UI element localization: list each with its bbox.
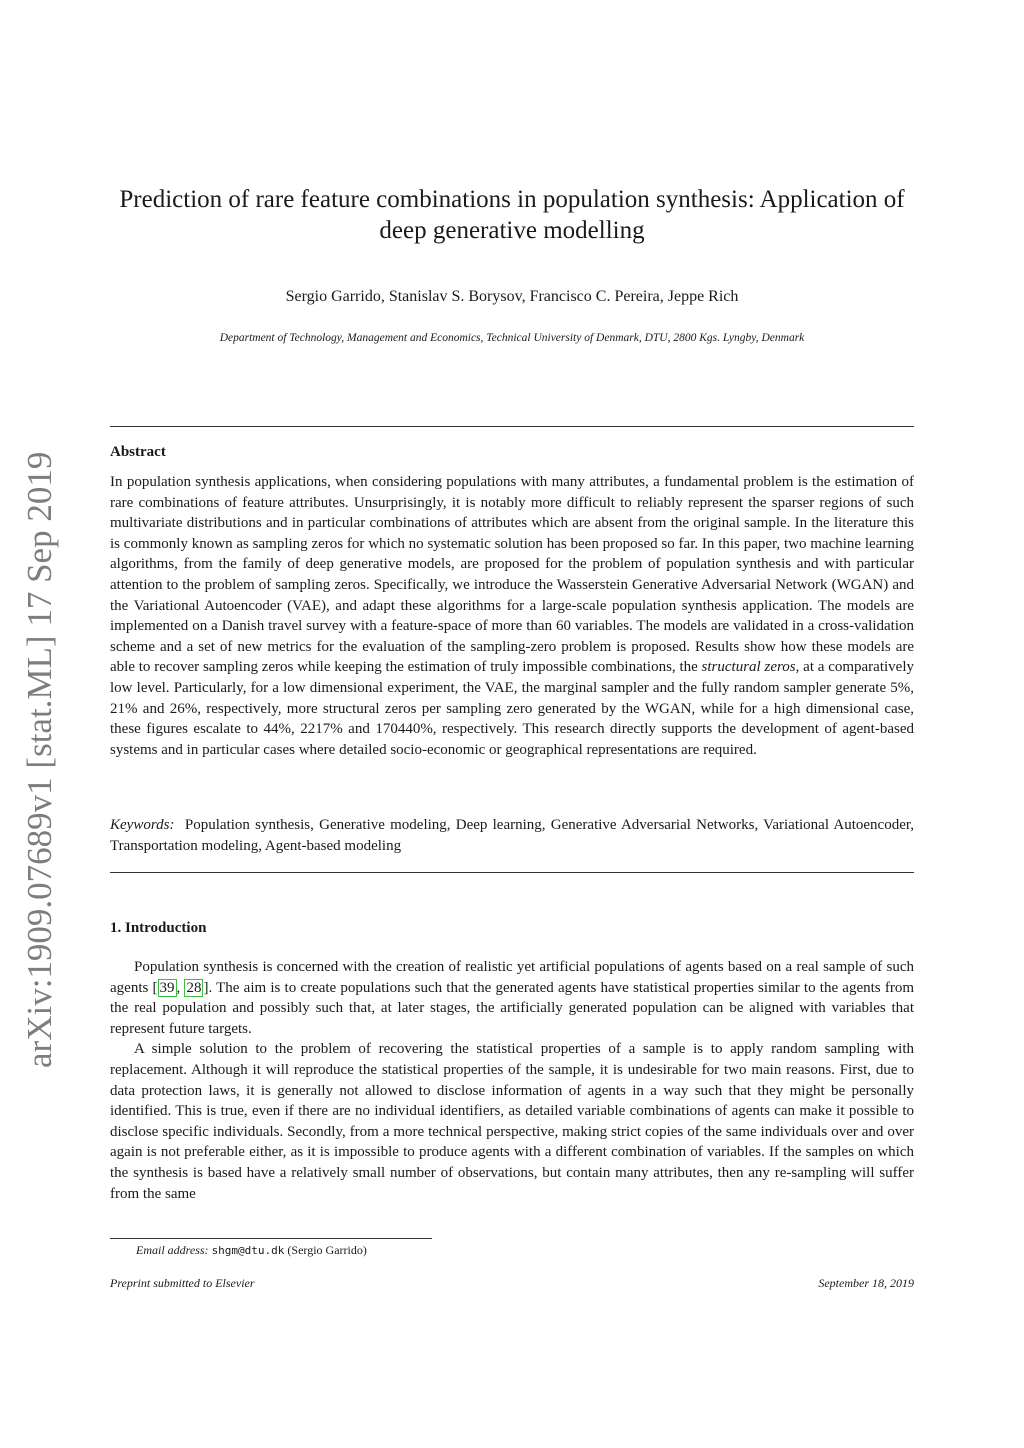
arxiv-identifier-text: arXiv:1909.07689v1 [stat.ML] 17 Sep 2019 [20, 451, 59, 1068]
footnote-email [136, 1243, 367, 1258]
title-line-2: deep generative modelling [379, 217, 645, 244]
abstract-heading: Abstract [110, 444, 166, 460]
keywords-label: Keywords: [110, 817, 175, 833]
intro-p1-text-start: Population synthesis is concerned with the creation of realistic yet artificial populations of agents based on a real sample of such agents [ [110, 959, 914, 996]
abstract-bottom-rule [110, 872, 914, 873]
introduction-body [110, 957, 914, 1204]
title-line-1: Prediction of rare feature combinations in population synthesis: Application of [119, 186, 905, 213]
affiliation: Department of Technology, Management and Economics, Technical University of Denmark, DTU, 2800 Kgs. Lyngby, Denmark [219, 332, 805, 344]
author-email[interactable]: shgm@dtu.dk [211, 1244, 285, 1257]
abstract-italic-term: structural zeros [701, 659, 796, 676]
author-list: Sergio Garrido, Stanislav S. Borysov, Francisco C. Pereira, Jeppe Rich [285, 288, 739, 305]
keywords [110, 815, 914, 856]
footnote-rule [110, 1238, 432, 1239]
citation-separator: , [176, 979, 185, 996]
footer-preprint-note: Preprint submitted to Elsevier [110, 1276, 255, 1290]
abstract-text [110, 472, 914, 760]
paper-title [110, 184, 914, 246]
intro-p1-text-end: ]. The aim is to create populations such that the generated agents have statistical properties similar to the agents from the real population and possibly such that, at later stages, the artificially generated population can be aligned with variables that represent future targets. [110, 979, 914, 1037]
intro-paragraph-1 [110, 957, 914, 1039]
section-heading-introduction: 1. Introduction [110, 920, 207, 936]
citation-link-39[interactable]: 39 [159, 979, 175, 996]
footnote-author-name: (Sergio Garrido) [287, 1243, 367, 1257]
arxiv-identifier-stamp [14, 442, 66, 1068]
footnote-label: Email address: [136, 1243, 209, 1257]
footer-date: September 18, 2019 [818, 1276, 914, 1290]
keywords-text: Population synthesis, Generative modeling, Deep learning, Generative Adversarial Networks, Variational Autoencoder, Transportation modeling, Agent-based modeling [110, 817, 914, 854]
abstract-text-part1: In population synthesis applications, when considering populations with many attributes, a fundamental problem is the estimation of rare combinations of feature attributes. Unsurprisingly, it is notably more difficult to reliably represent the sparser regions of such multivariate distributions and in particular combinations of attributes which are absent from the original sample. In the literature this is commonly known as sampling zeros for which no systematic solution has been proposed so far. In this paper, two machine learning algorithms, from the family of deep generative models, are proposed for the problem of population synthesis and with particular attention to the problem of sampling zeros. Specifically, we introduce the Wasserstein Generative Adversarial Network (WGAN) and the Variational Autoencoder (VAE), and adapt these algorithms for a large-scale population synthesis application. The models are implemented on a Danish travel survey with a feature-space of more than 60 variables. The models are validated in a cross-validation scheme and a set of new metrics for the evaluation of the sampling-zero problem is proposed. Results show how these models are able to recover sampling zeros while keeping the estimation of truly impossible combinations, the [110, 474, 914, 676]
intro-paragraph-2: A simple solution to the problem of recovering the statistical properties of a sample is to apply random sampling with replacement. Although it will reproduce the statistical properties of the sample, it is undesirable for two main reasons. First, due to data protection laws, it is generally not allowed to disclose information of agents in a way such that they might be personally identified. This is true, even if there are no individual identifiers, as detailed variable combinations of agents can make it possible to disclose specific individuals. Secondly, from a more technical perspective, making strict copies of the same individuals over and over again is not preferable either, as it is impossible to produce agents with a different combination of variables. If the samples on which the synthesis is based have a relatively small number of observations, but contain many attributes, then any re-sampling will suffer from the same [110, 1041, 914, 1202]
citation-link-28[interactable]: 28 [186, 979, 202, 996]
abstract-text-part2: , at a comparatively low level. Particularly, for a low dimensional experiment, the VAE, the marginal sampler and the fully random sampler generate 5%, 21% and 26%, respectively, more structural zeros per sampling zero generated by the WGAN, while for a high dimensional case, these figures escalate to 44%, 2217% and 170440%, respectively. This research directly supports the development of agent-based systems and in particular cases where detailed socio-economic or geographical representations are required. [110, 659, 914, 758]
abstract-top-rule [110, 426, 914, 427]
